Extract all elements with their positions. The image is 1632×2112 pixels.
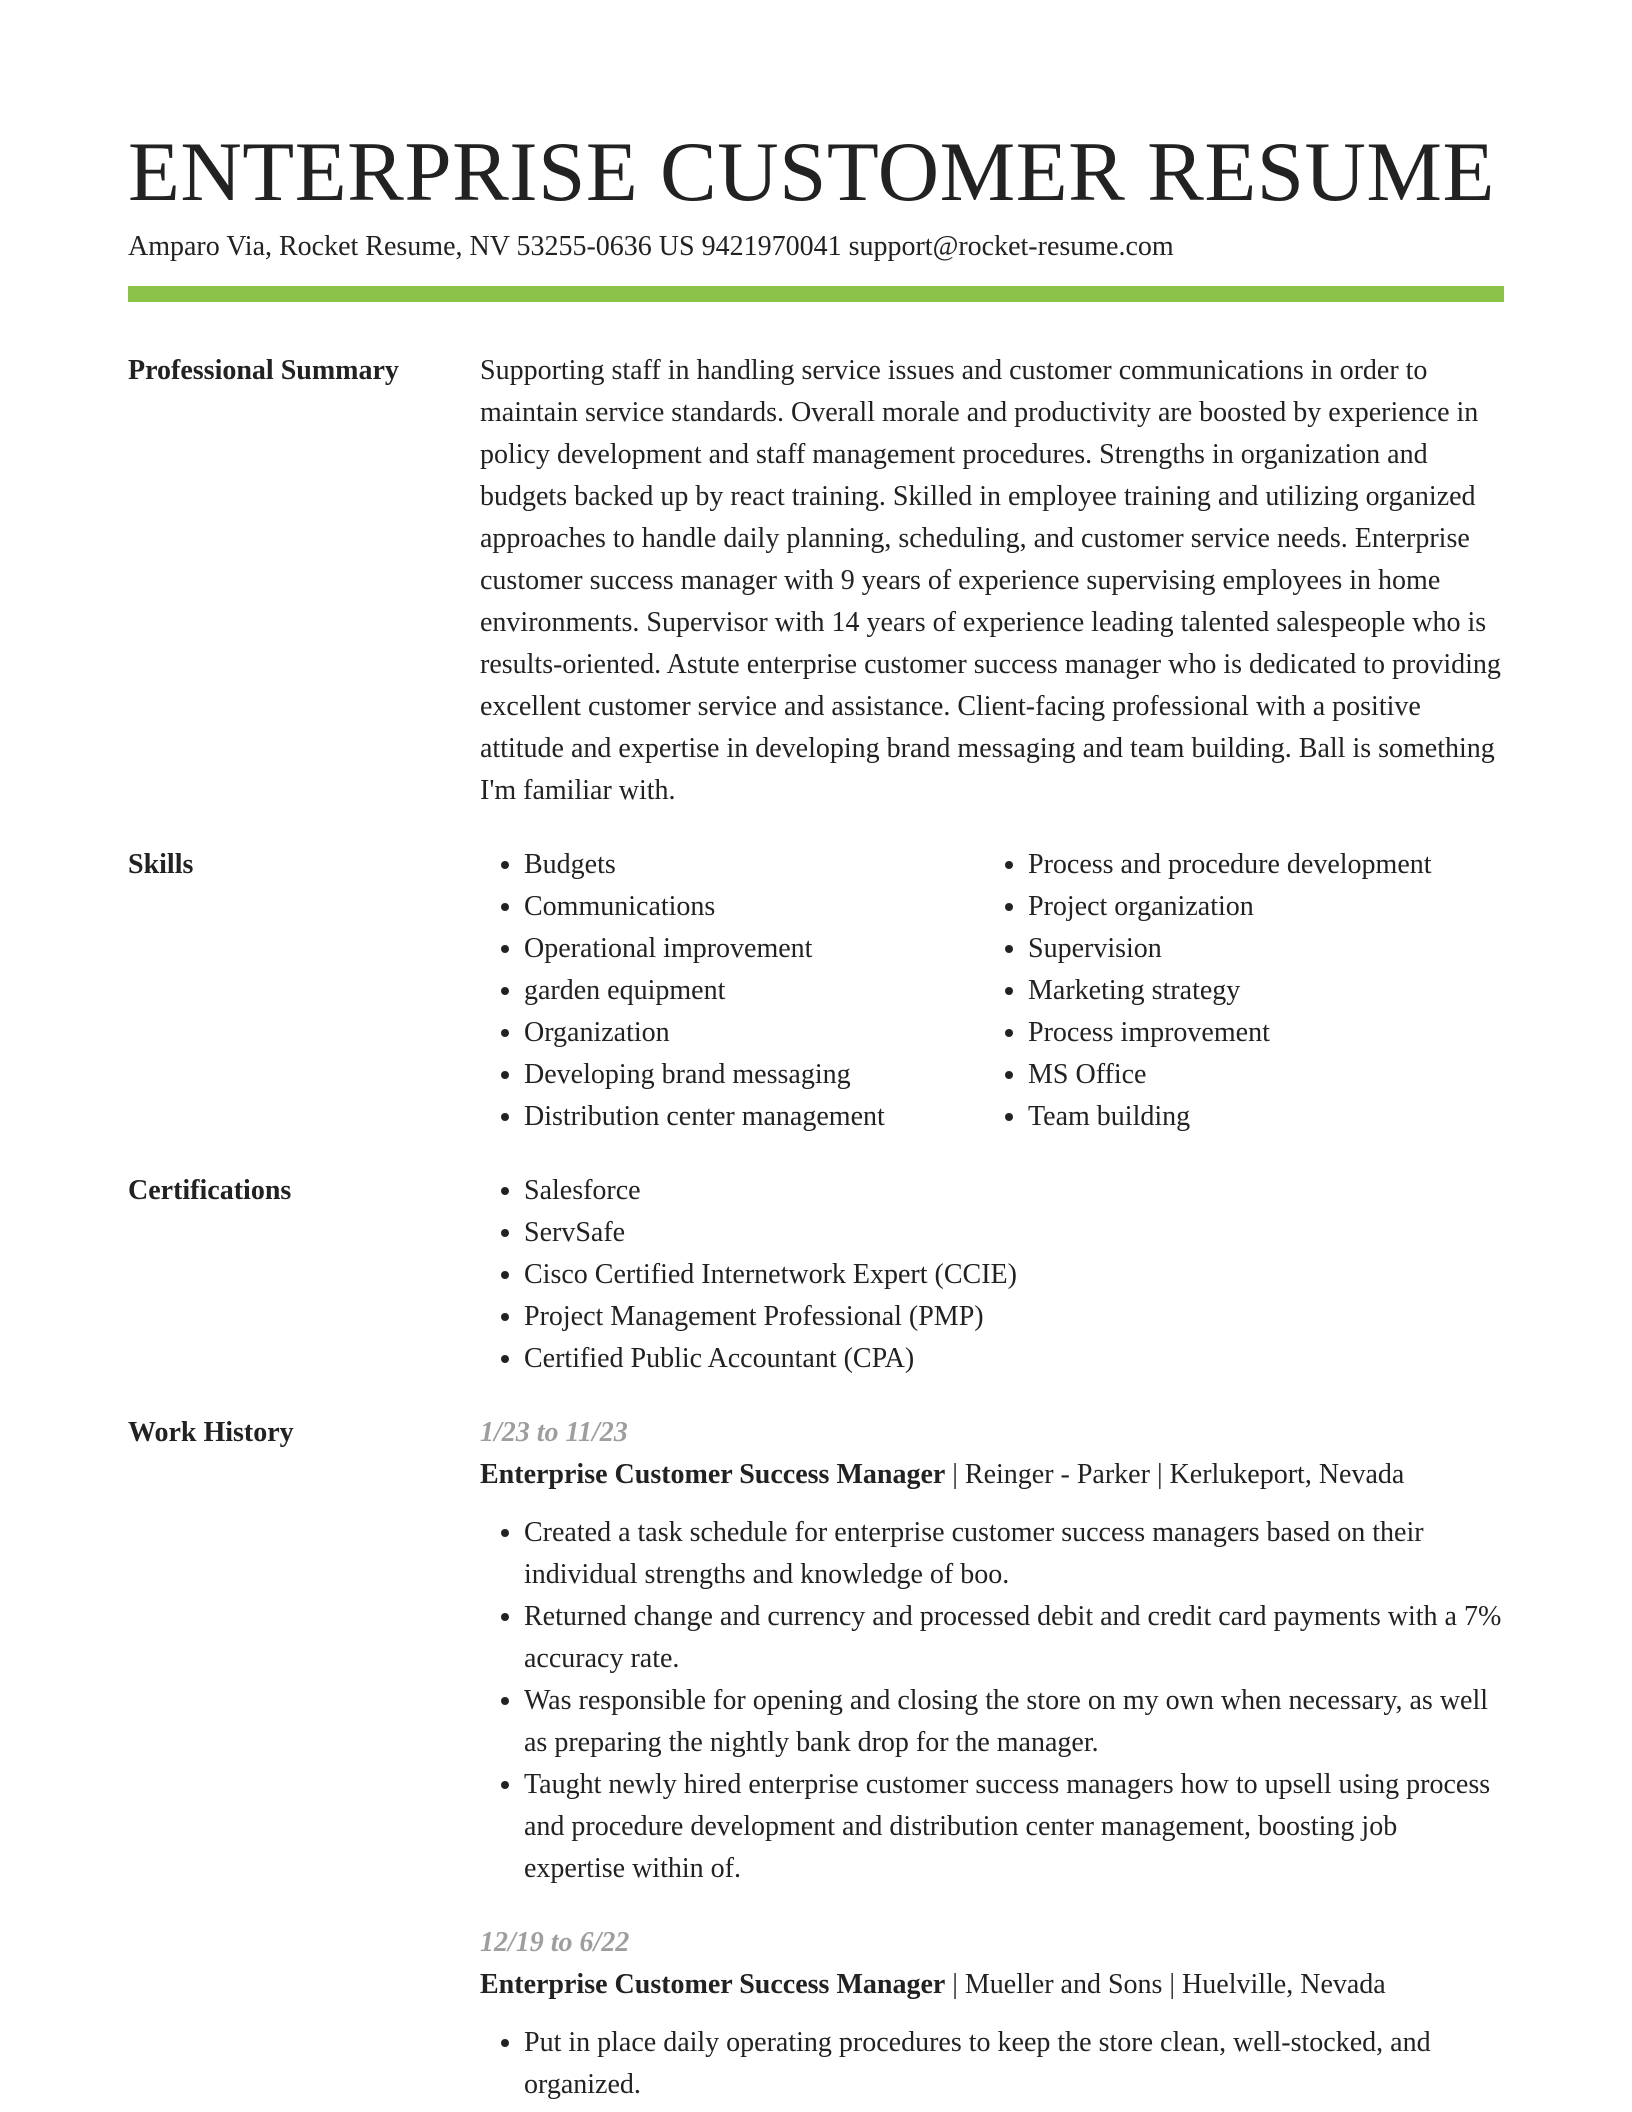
skill-item: • Communications: [524, 886, 984, 928]
skill-item: • Operational improvement: [524, 928, 984, 970]
job-bullets: [480, 1512, 1504, 1890]
resume-title: ENTERPRISE CUSTOMER RESUME: [128, 125, 1495, 219]
certification-item: • Cisco Certified Internetwork Expert (CCIE): [524, 1254, 1504, 1296]
skills-section: [128, 844, 1504, 1138]
skill-item: • Organization: [524, 1012, 984, 1054]
summary-section: [128, 350, 1504, 812]
skill-item: • MS Office: [1028, 1054, 1504, 1096]
skill-item: • Developing brand messaging: [524, 1054, 984, 1096]
certifications-section: [128, 1170, 1504, 1380]
skill-item: • Budgets: [524, 844, 984, 886]
skill-item: • Process and procedure development: [1028, 844, 1504, 886]
skills-label: Skills: [128, 849, 194, 880]
job-heading: [480, 1454, 1504, 1496]
work-history-section: [128, 1412, 1504, 2106]
job-dates: 12/19 to 6/22: [480, 1927, 630, 1958]
skills-grid: [480, 844, 1504, 1138]
skill-item: • Distribution center management: [524, 1096, 984, 1138]
skills-column-2: [984, 844, 1504, 1138]
summary-label: Professional Summary: [128, 355, 399, 386]
certification-item: • Salesforce: [524, 1170, 1504, 1212]
job-title: Enterprise Customer Success Manager: [480, 1969, 946, 2000]
accent-divider: [128, 286, 1504, 302]
skill-item: • Marketing strategy: [1028, 970, 1504, 1012]
certifications-list: [480, 1170, 1504, 1380]
certifications-label: Certifications: [128, 1175, 292, 1206]
certification-item: • Project Management Professional (PMP): [524, 1296, 1504, 1338]
job-dates: 1/23 to 11/23: [480, 1417, 628, 1448]
skill-item: • garden equipment: [524, 970, 984, 1012]
certification-item: • Certified Public Accountant (CPA): [524, 1338, 1504, 1380]
job-bullet: • Put in place daily operating procedures to keep the store clean, well-stocked, and organized.: [524, 2022, 1504, 2106]
contact-line: Amparo Via, Rocket Resume, NV 53255-0636 US 9421970041 support@rocket-resume.com: [128, 231, 1174, 262]
job-bullet: • Returned change and currency and processed debit and credit card payments with a 7% accuracy rate.: [524, 1596, 1504, 1680]
job-company-location: | Reinger - Parker | Kerlukeport, Nevada: [945, 1459, 1405, 1490]
job-entry: [480, 1412, 1504, 1890]
work-history-label: Work History: [128, 1417, 294, 1448]
job-title: Enterprise Customer Success Manager: [480, 1459, 946, 1490]
job-bullet: • Taught newly hired enterprise customer success managers how to upsell using process and procedure development and distribution center management, boosting job expertise within of.: [524, 1764, 1504, 1890]
job-company-location: | Mueller and Sons | Huelville, Nevada: [945, 1969, 1386, 2000]
skill-item: • Supervision: [1028, 928, 1504, 970]
skill-item: • Process improvement: [1028, 1012, 1504, 1054]
summary-text: Supporting staff in handling service issues and customer communications in order to maintain service standards. Overall morale and productivity are boosted by experience in policy development and staff management procedures. Strengths in organization and budgets backed up by react training. Skilled in employee training and utilizing organized approaches to handle daily planning, scheduling, and customer service needs. Enterprise customer success manager with 9 years of experience supervising employees in home environments. Supervisor with 14 years of experience leading talented salespeople who is results-oriented. Astute enterprise customer success manager who is dedicated to providing excellent customer service and assistance. Client-facing professional with a positive attitude and expertise in developing brand messaging and team building. Ball is something I'm familiar with.: [480, 355, 1501, 806]
job-bullets: [480, 2022, 1504, 2106]
skills-column-1: [480, 844, 984, 1138]
job-bullet: • Created a task schedule for enterprise customer success managers based on their individual strengths and knowledge of boo.: [524, 1512, 1504, 1596]
job-entry: [480, 1922, 1504, 2106]
job-bullet: • Was responsible for opening and closing the store on my own when necessary, as well as preparing the nightly bank drop for the manager.: [524, 1680, 1504, 1764]
certification-item: • ServSafe: [524, 1212, 1504, 1254]
job-heading: [480, 1964, 1504, 2006]
resume-page: [128, 0, 1504, 2106]
skill-item: • Team building: [1028, 1096, 1504, 1138]
skill-item: • Project organization: [1028, 886, 1504, 928]
